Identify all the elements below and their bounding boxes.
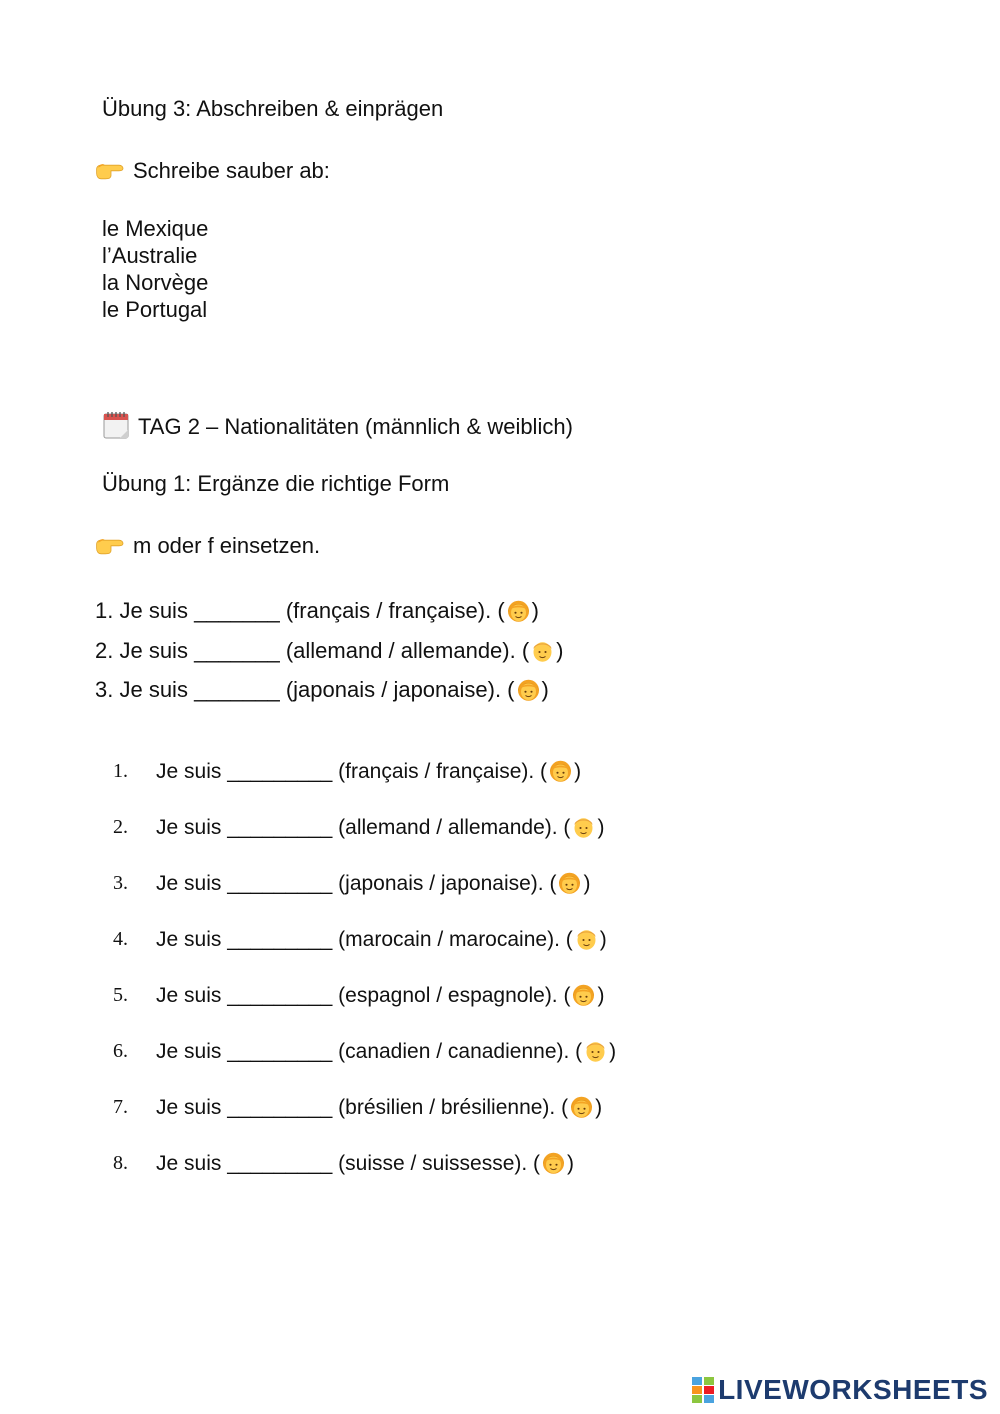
copy-word: l’Australie [102,243,198,268]
item-prefix: Je suis [156,816,228,839]
item-prefix: Je suis [156,1152,228,1175]
logo-text: LIVEWORKSHEETS [718,1374,988,1405]
answer-blank[interactable]: _______ [194,598,286,623]
girl-emoji-icon [515,676,542,703]
item-prefix: Je suis [156,928,228,951]
answer-blank[interactable]: _________ [227,872,339,895]
item-number: 1. [95,598,120,623]
exercise-heading: Übung 3: Abschreiben & einprägen [102,96,444,121]
exercise-item [156,1149,574,1177]
calendar-icon [102,410,130,440]
instruction-line [95,157,330,184]
pointing-hand-icon [95,159,127,181]
item-number: 2. [95,637,120,663]
item-number: 4. [113,928,128,950]
instruction-text: m oder f einsetzen. [133,533,321,558]
answer-blank[interactable]: _________ [227,984,339,1007]
item-options: (français / française). ( [285,598,505,623]
item-prefix: Je suis [156,1096,228,1119]
item-prefix: Je suis [156,1040,228,1063]
answer-blank[interactable]: _________ [227,1096,339,1119]
item-options: (canadien / canadienne). ( [338,1040,583,1063]
boy-emoji-icon [573,925,600,952]
copy-word: le Mexique [102,216,209,241]
item-options: (allemand / allemande). ( [338,816,571,839]
exercise-heading: Übung 1: Ergänze die richtige Form [102,471,450,496]
boy-emoji-icon [570,813,597,840]
item-options: (allemand / allemande). ( [285,637,530,663]
item-number: 7. [113,1096,128,1118]
exercise-item [156,981,604,1009]
liveworksheets-logo [692,1374,988,1406]
answer-blank[interactable]: _________ [227,928,339,951]
item-options: (brésilien / brésilienne). ( [338,1096,569,1119]
item-options: (espagnol / espagnole). ( [338,984,571,1007]
answer-blank[interactable]: _______ [194,637,286,663]
item-close: ) [541,677,549,702]
girl-emoji-icon [570,981,597,1008]
exercise-item [156,1037,616,1065]
girl-emoji-icon [556,869,583,896]
item-options: (japonais / japonaise). ( [285,677,515,702]
day-title-text: TAG 2 – Nationalitäten (männlich & weiblich) [138,414,573,439]
girl-emoji-icon [547,757,574,784]
item-close: ) [599,928,607,951]
copy-word: la Norvège [102,270,209,295]
instruction-line [95,532,320,559]
answer-blank[interactable]: _______ [194,677,286,702]
boy-emoji-icon [582,1037,609,1064]
exercise-item [156,925,607,953]
answer-blank[interactable]: _________ [227,816,339,839]
answer-blank[interactable]: _________ [227,760,339,783]
item-prefix: Je suis [156,872,228,895]
copy-word: le Portugal [102,297,208,322]
item-number: 2. [113,816,128,838]
item-close: ) [531,598,539,623]
girl-emoji-icon [505,597,532,624]
item-options: (japonais / japonaise). ( [338,872,557,895]
item-options: (marocain / marocaine). ( [338,928,573,951]
instruction-text: Schreibe sauber ab: [133,158,330,183]
item-prefix: Je suis [119,637,195,663]
item-close: ) [597,984,605,1007]
exercise-item [156,1093,602,1121]
item-close: ) [597,816,605,839]
item-number: 6. [113,1040,128,1062]
day-title [102,410,573,440]
item-close: ) [567,1152,575,1175]
item-close: ) [595,1096,603,1119]
pointing-hand-icon [95,534,127,556]
boy-emoji-icon [529,637,556,664]
item-number: 5. [113,984,128,1006]
item-options: (suisse / suissesse). ( [338,1152,541,1175]
logo-mark-icon [692,1377,714,1403]
item-close: ) [609,1040,617,1063]
exercise-item [156,869,590,897]
exercise-item [95,676,549,703]
answer-blank[interactable]: _________ [227,1152,339,1175]
item-number: 3. [113,872,128,894]
item-options: (français / française). ( [338,760,548,783]
item-prefix: Je suis [119,598,195,623]
item-prefix: Je suis [156,760,228,783]
exercise-item [156,757,581,785]
item-close: ) [556,637,564,663]
item-number: 3. [95,677,120,702]
item-number: 8. [113,1152,128,1174]
item-prefix: Je suis [156,984,228,1007]
item-prefix: Je suis [119,677,195,702]
item-close: ) [574,760,582,783]
exercise-item [95,597,539,624]
girl-emoji-icon [540,1149,567,1176]
exercise-item [95,637,564,664]
answer-blank[interactable]: _________ [227,1040,339,1063]
exercise-item [156,813,604,841]
item-number: 1. [113,760,128,782]
item-close: ) [583,872,591,895]
girl-emoji-icon [568,1093,595,1120]
